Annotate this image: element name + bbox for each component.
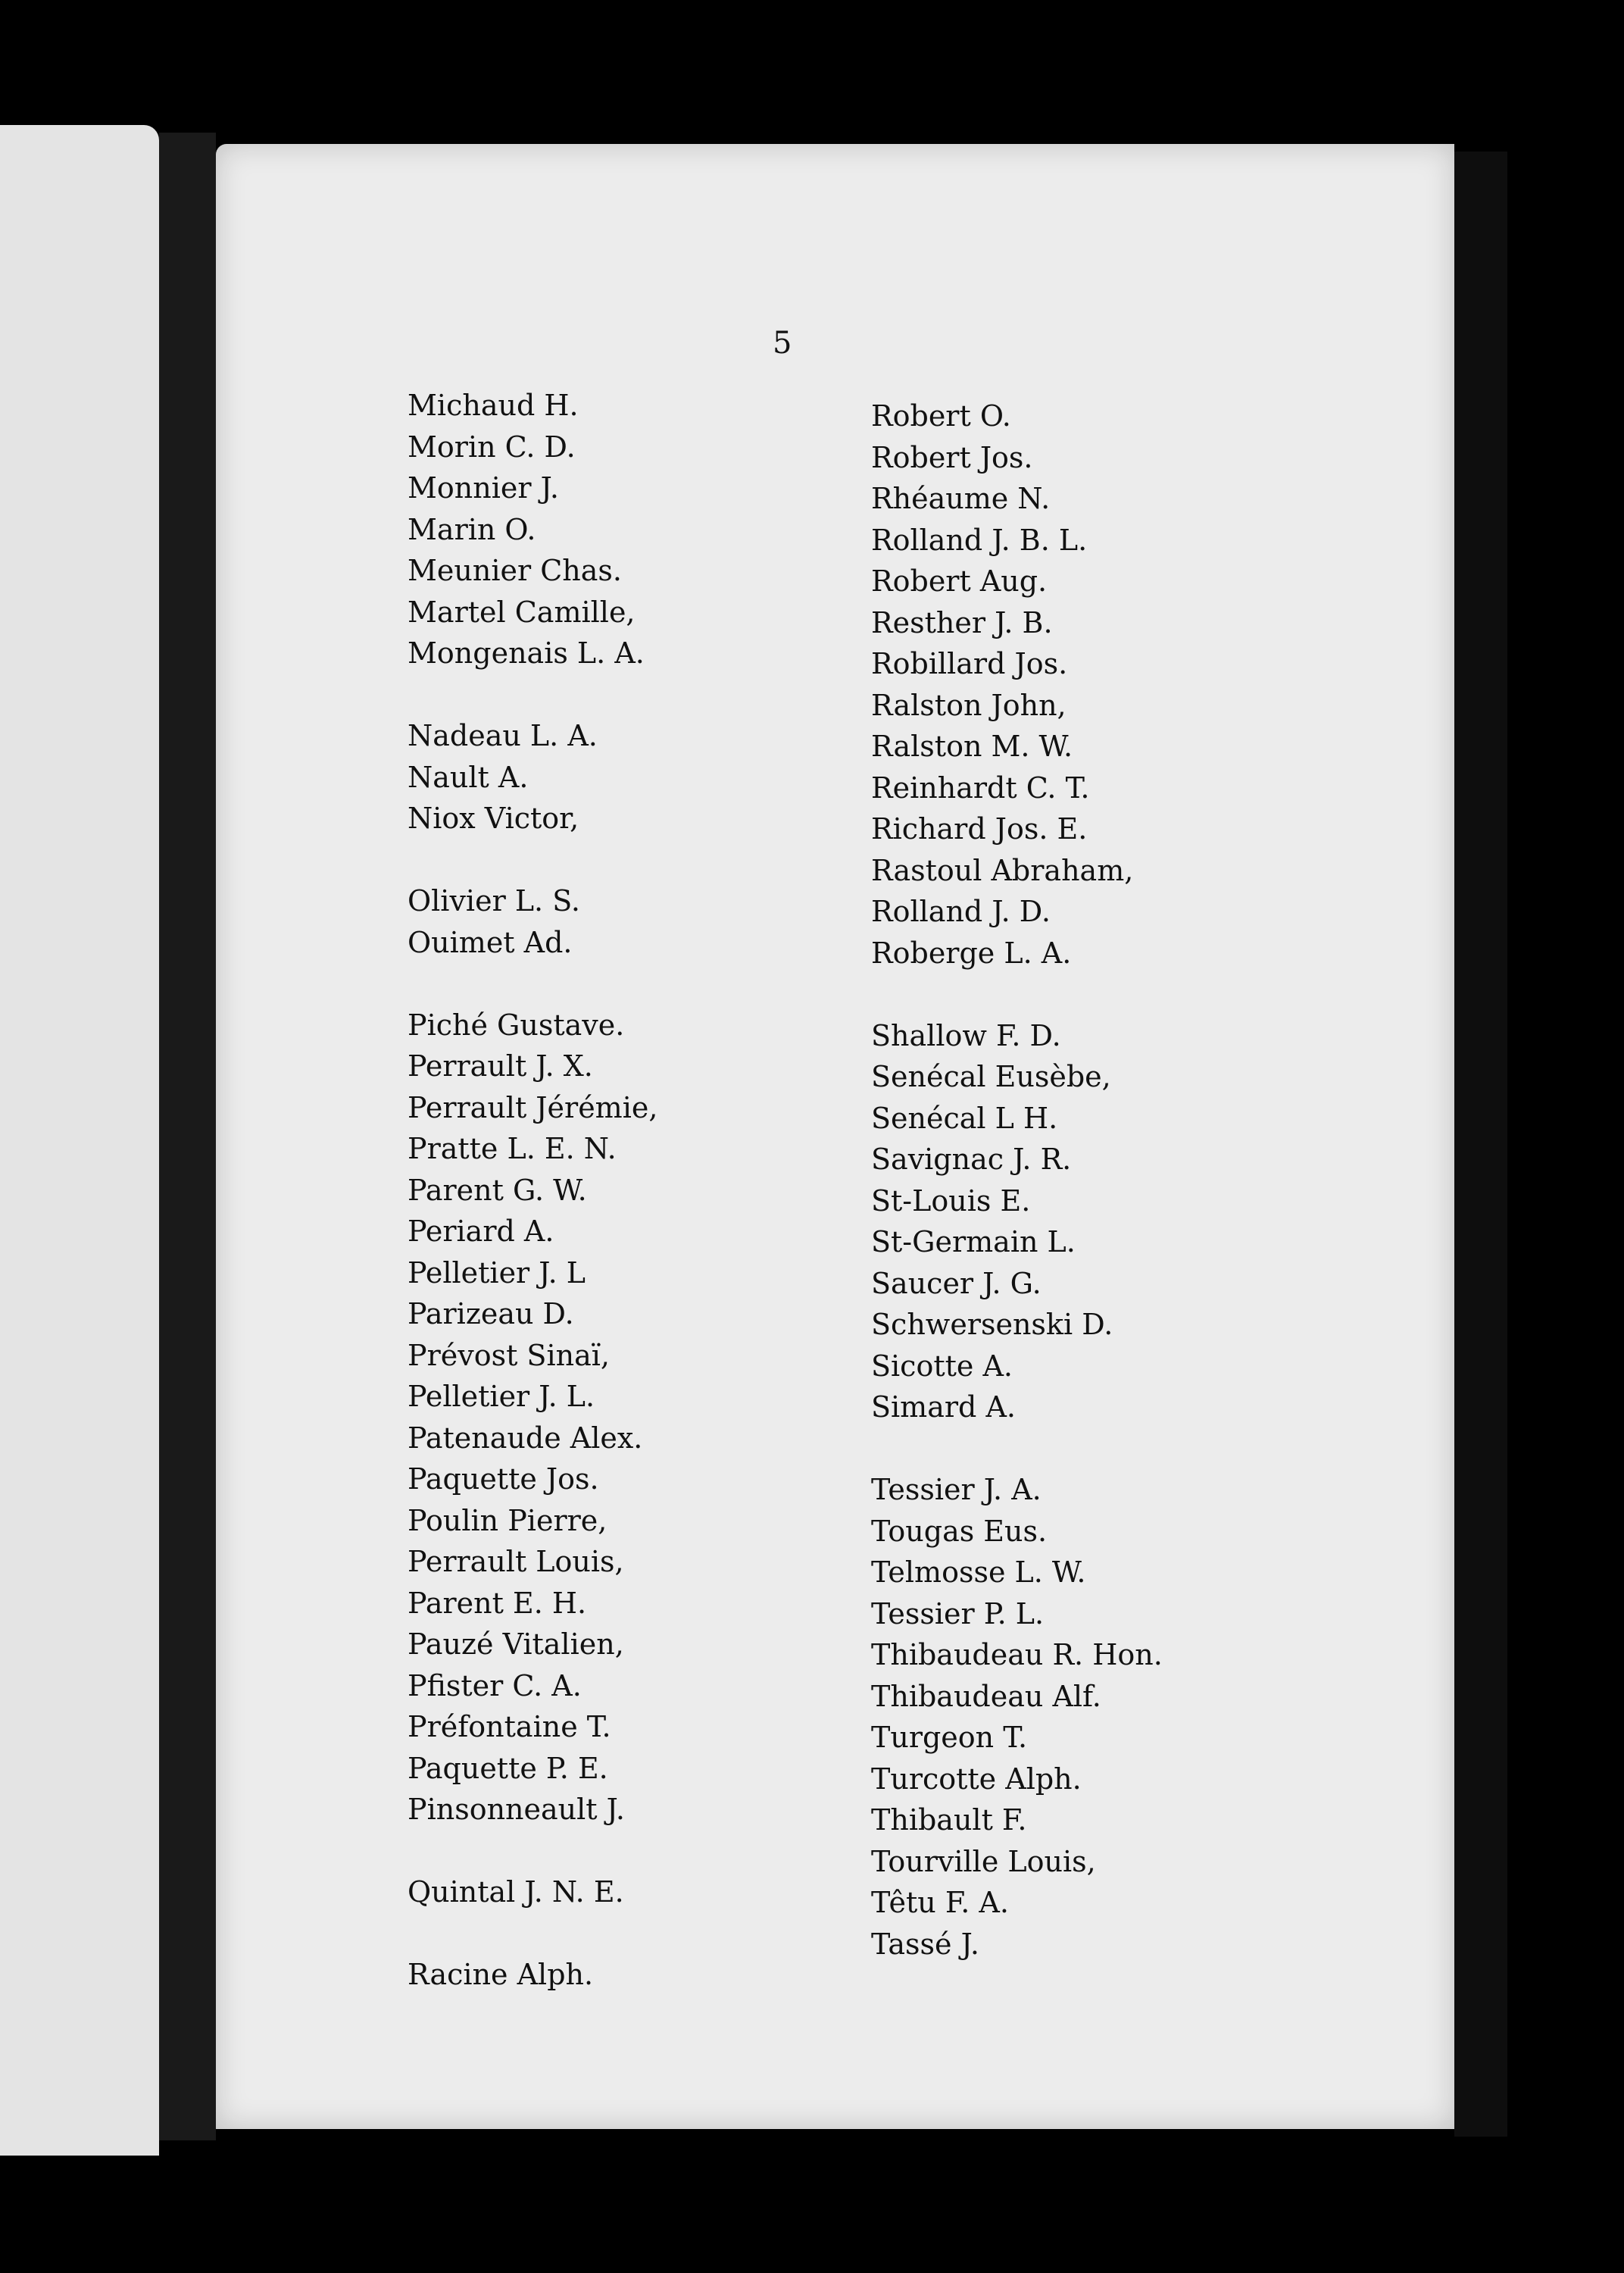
name-list-left [408,385,657,1996]
section-gap [408,1913,657,1955]
list-item: Niox Victor, [408,802,579,835]
name-list-right [871,396,1163,1965]
list-item: St-Germain L. [871,1225,1076,1258]
list-item: Roberge L. A. [871,936,1072,970]
list-item: Robert O. [871,399,1011,433]
list-item: Pelletier J. L [408,1255,586,1290]
list-item: Thibault F. [871,1803,1027,1837]
list-item: Martel Camille, [408,595,636,629]
list-item: Tassé J. [871,1927,979,1961]
list-item: Patenaude Alex. [408,1421,643,1455]
list-item: Perrault Jérémie, [408,1090,658,1124]
book-gutter [159,133,216,2140]
list-item: Telmosse L. W. [871,1555,1086,1589]
list-item: Perrault J. X. [408,1049,593,1083]
list-item: Simard A. [871,1390,1016,1424]
list-item: Senécal L H. [871,1101,1058,1135]
list-item: Pauzé Vitalien, [408,1627,624,1661]
list-item: Parizeau D. [408,1297,574,1330]
list-item: Ralston John, [871,688,1067,722]
list-item: Paquette P. E. [408,1751,608,1785]
list-item: Pinsonneault J. [408,1793,626,1826]
list-item: Marin O. [408,512,536,546]
list-item: Rolland J. B. L. [871,523,1088,557]
list-item: Robert Aug. [871,564,1048,598]
list-item: Paquette Jos. [408,1462,599,1496]
list-item: Préfontaine T. [408,1710,611,1743]
list-item: Tessier J. A. [871,1473,1042,1506]
list-item: Nault A. [408,760,529,794]
page-number: 5 [773,326,792,361]
list-item: Têtu F. A. [871,1886,1009,1919]
list-item: Tessier P. L. [871,1596,1045,1630]
list-item: Turgeon T. [871,1721,1028,1754]
section-gap [871,974,1163,1015]
list-item: Rolland J. D. [871,895,1051,928]
list-item: Prévost Sinaï, [408,1338,610,1372]
list-item: Morin C. D. [408,430,576,464]
list-item: Mongenais L. A. [408,636,645,670]
list-item: Robillard Jos. [871,647,1068,680]
list-item: Parent G. W. [408,1173,587,1207]
list-item: Michaud H. [408,389,579,422]
list-item: Pratte L. E. N. [408,1132,617,1165]
list-item: Schwersenski D. [871,1308,1113,1341]
list-item: Saucer J. G. [871,1266,1042,1300]
page-edge-shadow [1454,152,1507,2137]
list-item: Ralston M. W. [871,730,1073,763]
list-item: Richard Jos. E. [871,812,1088,846]
list-item: Racine Alph. [408,1958,594,1991]
list-item: Periard A. [408,1215,554,1248]
document-page [216,144,1454,2129]
list-item: Turcotte Alph. [871,1762,1082,1796]
list-item: Reinhardt C. T. [871,771,1090,805]
list-item: Tourville Louis, [871,1844,1096,1878]
list-item: St-Louis E. [871,1183,1031,1218]
list-item: Senécal Eusèbe, [871,1060,1111,1093]
section-gap [871,1428,1163,1470]
section-gap [408,839,657,881]
list-item: Quintal J. N. E. [408,1875,624,1909]
list-item: Pfister C. A. [408,1668,582,1702]
list-item: Rastoul Abraham, [871,853,1134,887]
list-item: Robert Jos. [871,440,1033,474]
list-item: Sicotte A. [871,1349,1013,1383]
list-item: Piché Gustave. [408,1008,625,1042]
list-item: Meunier Chas. [408,554,623,587]
list-item: Tougas Eus. [871,1514,1048,1548]
list-item: Parent E. H. [408,1586,587,1620]
list-item: Shallow F. D. [871,1018,1061,1052]
list-item: Monnier J. [408,471,559,505]
list-item: Rhéaume N. [871,482,1051,515]
list-item: Perrault Louis, [408,1545,624,1578]
section-gap [408,1831,657,1872]
list-item: Savignac J. R. [871,1143,1072,1176]
list-item: Ouimet Ad. [408,925,573,959]
list-item: Pelletier J. L. [408,1380,595,1413]
section-gap [408,963,657,1005]
list-item: Olivier L. S. [408,884,580,918]
list-item: Thibaudeau R. Hon. [871,1638,1163,1671]
facing-page-edge [0,125,159,2156]
list-item: Resther J. B. [871,605,1053,639]
list-item: Nadeau L. A. [408,719,598,752]
list-item: Thibaudeau Alf. [871,1679,1101,1713]
list-item: Poulin Pierre, [408,1503,607,1537]
section-gap [408,674,657,716]
